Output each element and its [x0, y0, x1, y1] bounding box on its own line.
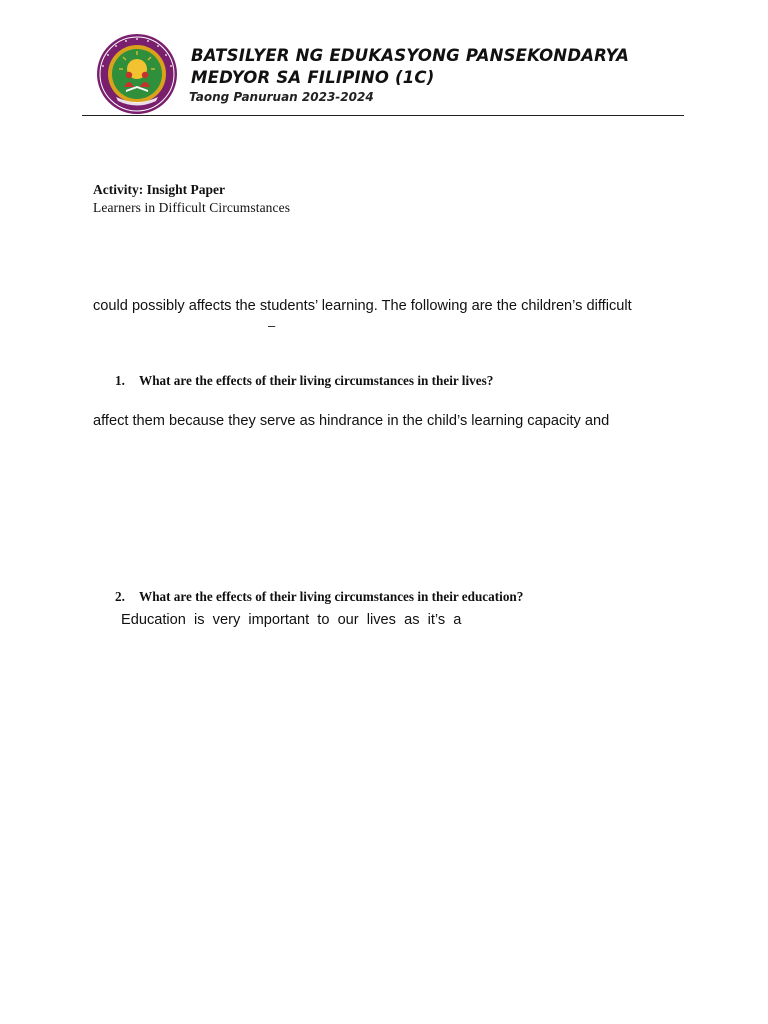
school-year: Taong Panuruan 2023-2024 — [189, 90, 374, 104]
program-title-line1: BATSILYER NG EDUKASYONG PANSEKONDARYA — [191, 46, 630, 65]
question-2 — [115, 589, 523, 605]
intro-paragraph-fragment: could possibly affects the students’ learning. The following are the children’s difficult — [93, 298, 632, 314]
question-1-number: 1. — [115, 373, 125, 388]
answer-2-fragment: Education is very important to our lives as it’s a — [121, 612, 462, 628]
answer-1-fragment: affect them because they serve as hindrance in the child’s learning capacity and — [93, 413, 610, 429]
question-2-number: 2. — [115, 589, 125, 604]
question-2-text: What are the effects of their living circumstances in their education? — [139, 589, 524, 604]
program-title — [191, 45, 629, 89]
program-title-line2: MEDYOR SA FILIPINO (1C) — [191, 68, 435, 87]
activity-title: Activity: Insight Paper — [93, 182, 225, 197]
school-logo — [96, 33, 178, 115]
dash-fragment: – — [268, 318, 276, 333]
header-divider — [82, 115, 684, 116]
activity-subtitle: Learners in Difficult Circumstances — [93, 200, 291, 215]
question-1 — [115, 373, 493, 389]
question-1-text: What are the effects of their living circumstances in their lives? — [139, 373, 494, 388]
